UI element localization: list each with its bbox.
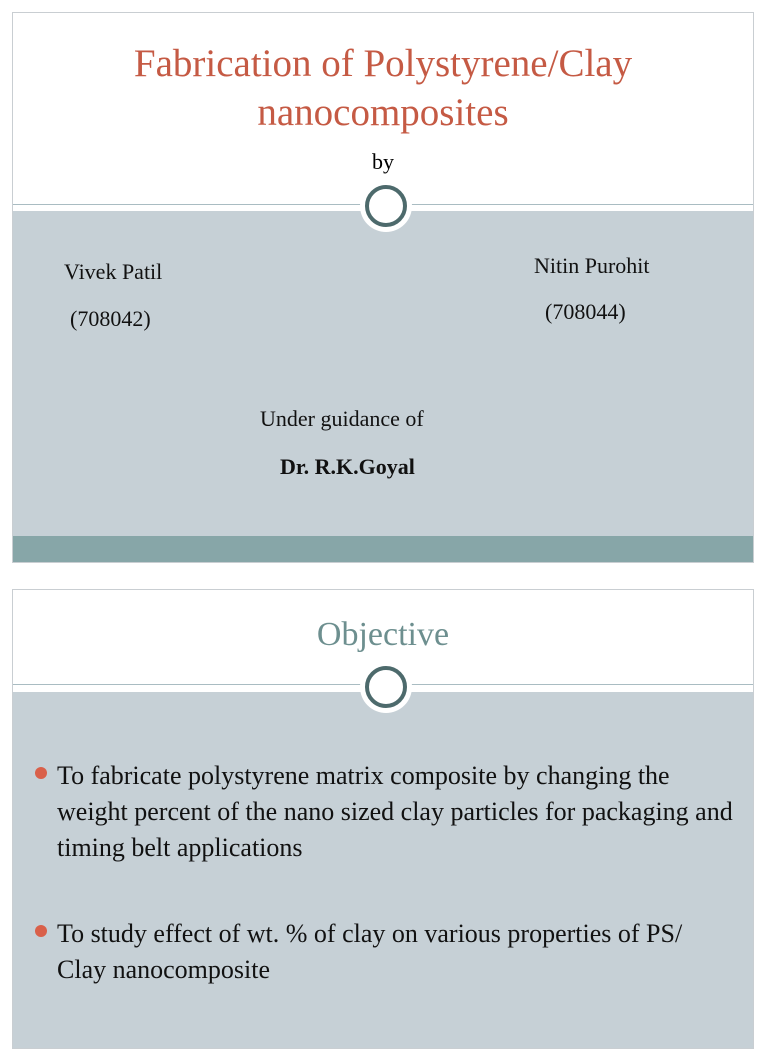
- list-item: [35, 916, 733, 988]
- slide-title-heading: [13, 39, 753, 137]
- circle-ornament: [365, 666, 407, 708]
- circle-ornament: [365, 185, 407, 227]
- guide-name: Dr. R.K.Goyal: [280, 454, 415, 479]
- bullet-icon: [35, 767, 47, 779]
- bullet-icon: [35, 925, 47, 937]
- bullet-text: To fabricate polystyrene matrix composite by changing the weight percent of the nano sized clay particles for packaging and timing belt applications: [57, 761, 733, 862]
- footer-band: [13, 536, 753, 563]
- bullet-text: To study effect of wt. % of clay on various properties of PS/ Clay nanocomposite: [57, 919, 683, 984]
- by-label: by: [372, 149, 394, 174]
- guidance-label: Under guidance of: [260, 406, 424, 431]
- title-line-2: nanocomposites: [257, 91, 509, 134]
- content-band: [13, 692, 753, 1049]
- author2-id: (708044): [545, 299, 626, 324]
- title-line-1: Fabrication of Polystyrene/Clay: [133, 42, 633, 85]
- slide-title: [12, 12, 754, 563]
- slide-objective: [12, 589, 754, 1049]
- author1-name: Vivek Patil: [64, 259, 163, 284]
- author2-name: Nitin Purohit: [534, 253, 650, 278]
- objective-title: Objective: [316, 616, 450, 653]
- author1-id: (708042): [70, 306, 151, 331]
- list-item: [35, 758, 733, 866]
